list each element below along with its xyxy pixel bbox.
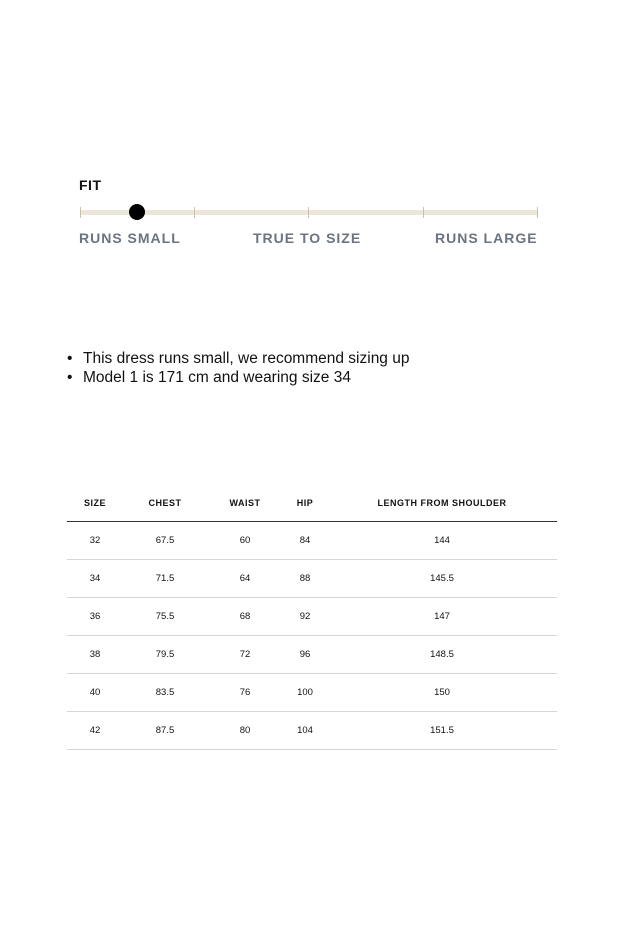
list-item xyxy=(67,349,409,368)
header-waist: WAIST xyxy=(207,485,283,522)
table-row xyxy=(67,598,557,636)
cell-size: 32 xyxy=(67,522,123,560)
table-row xyxy=(67,522,557,560)
fit-label-runs-large: RUNS LARGE xyxy=(435,230,538,246)
bullet-icon: • xyxy=(67,350,73,367)
cell-waist: 76 xyxy=(207,674,283,712)
cell-hip: 92 xyxy=(283,598,327,636)
table-row xyxy=(67,560,557,598)
header-size: SIZE xyxy=(67,485,123,522)
note-text: This dress runs small, we recommend sizing up xyxy=(83,350,410,367)
cell-chest: 71.5 xyxy=(123,560,207,598)
cell-chest: 67.5 xyxy=(123,522,207,560)
fit-label-true-to-size: TRUE TO SIZE xyxy=(253,230,362,246)
cell-length: 147 xyxy=(327,598,557,636)
cell-hip: 104 xyxy=(283,712,327,750)
cell-length: 150 xyxy=(327,674,557,712)
cell-length: 144 xyxy=(327,522,557,560)
header-hip: HIP xyxy=(283,485,327,522)
cell-hip: 96 xyxy=(283,636,327,674)
cell-waist: 72 xyxy=(207,636,283,674)
cell-size: 34 xyxy=(67,560,123,598)
fit-scale-tick xyxy=(423,207,424,218)
cell-chest: 79.5 xyxy=(123,636,207,674)
cell-waist: 80 xyxy=(207,712,283,750)
fit-label-runs-small: RUNS SMALL xyxy=(79,230,181,246)
cell-hip: 84 xyxy=(283,522,327,560)
fit-scale-track xyxy=(80,210,538,215)
header-length-from-shoulder: LENGTH FROM SHOULDER xyxy=(327,485,557,522)
cell-waist: 64 xyxy=(207,560,283,598)
fit-scale-tick xyxy=(537,207,538,218)
list-item xyxy=(67,368,409,387)
cell-chest: 87.5 xyxy=(123,712,207,750)
cell-waist: 60 xyxy=(207,522,283,560)
header-chest: CHEST xyxy=(123,485,207,522)
cell-length: 148.5 xyxy=(327,636,557,674)
cell-size: 42 xyxy=(67,712,123,750)
cell-chest: 75.5 xyxy=(123,598,207,636)
fit-scale-tick xyxy=(194,207,195,218)
size-chart-table xyxy=(67,485,557,750)
fit-notes-list xyxy=(67,349,409,387)
cell-length: 151.5 xyxy=(327,712,557,750)
table-row xyxy=(67,674,557,712)
fit-scale-marker xyxy=(129,204,145,220)
cell-waist: 68 xyxy=(207,598,283,636)
note-text: Model 1 is 171 cm and wearing size 34 xyxy=(83,369,351,386)
bullet-icon: • xyxy=(67,369,73,386)
cell-hip: 88 xyxy=(283,560,327,598)
table-row xyxy=(67,636,557,674)
cell-length: 145.5 xyxy=(327,560,557,598)
fit-scale-tick xyxy=(308,207,309,218)
cell-size: 40 xyxy=(67,674,123,712)
table-header-row xyxy=(67,485,557,522)
cell-size: 38 xyxy=(67,636,123,674)
table-row xyxy=(67,712,557,750)
fit-scale-tick xyxy=(80,207,81,218)
cell-size: 36 xyxy=(67,598,123,636)
fit-title: FIT xyxy=(79,177,102,193)
cell-hip: 100 xyxy=(283,674,327,712)
cell-chest: 83.5 xyxy=(123,674,207,712)
